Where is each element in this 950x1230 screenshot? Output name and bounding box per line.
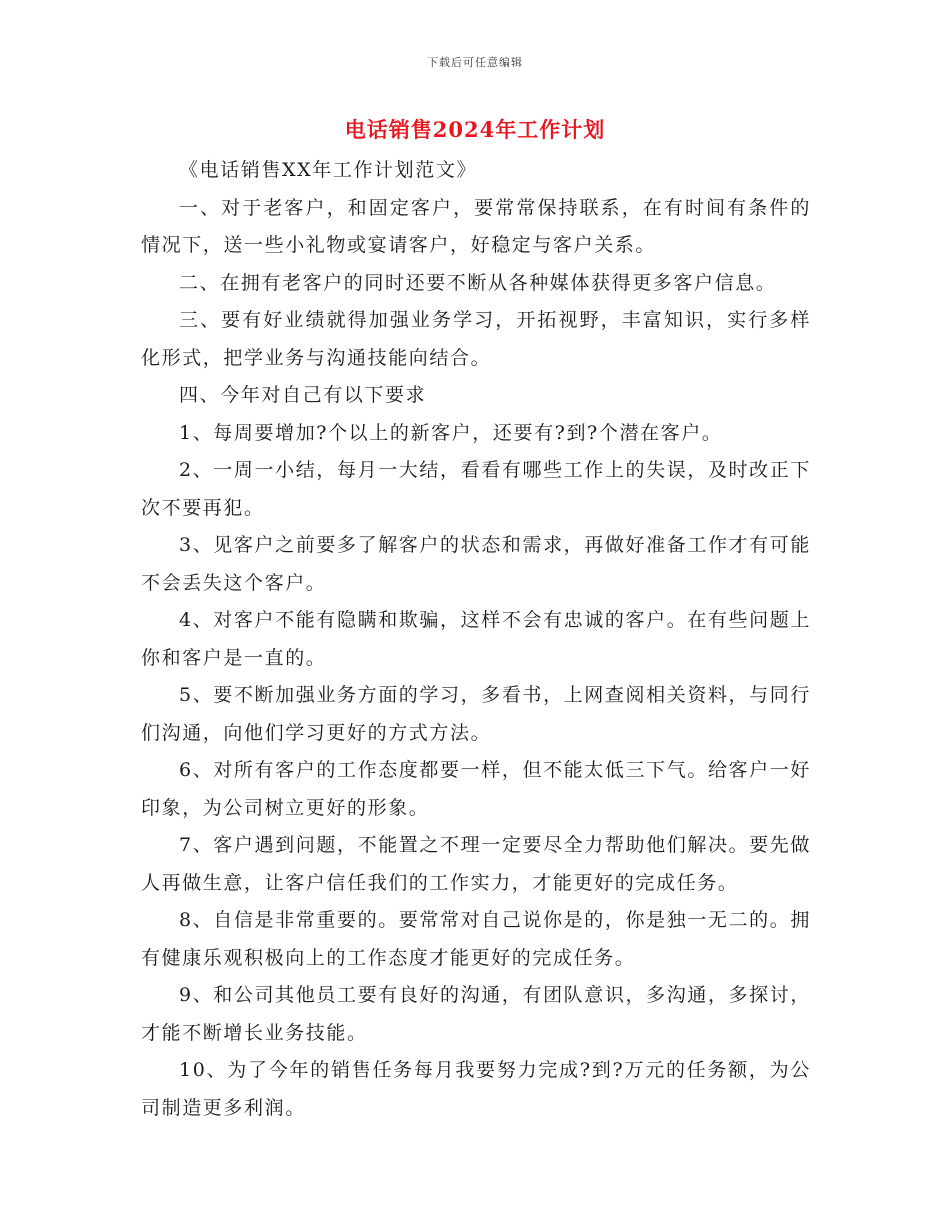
document-title: 电话销售2024年工作计划 [344, 117, 606, 142]
paragraph-item: 2、一周一小结，每月一大结，看看有哪些工作上的失误，及时改正下次不要再犯。 [141, 459, 811, 519]
document-body [141, 152, 811, 1127]
paragraph-item: 5、要不断加强业务方面的学习，多看书，上网查阅相关资料，与同行们沟通，向他们学习更好的方式方法。 [141, 684, 811, 744]
page-header-note: 下载后可任意编辑 [427, 56, 523, 69]
paragraph-item: 4、对客户不能有隐瞒和欺骗，这样不会有忠诚的客户。在有些问题上你和客户是一直的。 [141, 609, 811, 669]
paragraph-item: 三、要有好业绩就得加强业务学习，开拓视野，丰富知识，实行多样化形式，把学业务与沟通技能向结合。 [141, 309, 811, 369]
paragraph-item: 二、在拥有老客户的同时还要不断从各种媒体获得更多客户信息。 [179, 271, 777, 294]
paragraph-item: 10、为了今年的销售任务每月我要努力完成?到?万元的任务额，为公司制造更多利润。 [141, 1059, 811, 1119]
paragraph-item: 1、每周要增加?个以上的新客户，还要有?到?个潜在客户。 [179, 421, 723, 444]
paragraph-item: 9、和公司其他员工要有良好的沟通，有团队意识，多沟通，多探讨，才能不断增长业务技能。 [141, 984, 811, 1044]
paragraph-item: 四、今年对自己有以下要求 [179, 384, 427, 406]
paragraph-item: 6、对所有客户的工作态度都要一样，但不能太低三下气。给客户一好印象，为公司树立更好的形象。 [141, 759, 811, 819]
paragraph-item: 3、见客户之前要多了解客户的状态和需求，再做好准备工作才有可能不会丢失这个客户。 [141, 534, 811, 594]
paragraph-item: 一、对于老客户，和固定客户，要常常保持联系，在有时间有条件的情况下，送一些小礼物或宴请客户，好稳定与客户关系。 [141, 196, 811, 256]
paragraph-subtitle: 《电话销售XX年工作计划范文》 [179, 159, 478, 181]
paragraph-item: 7、客户遇到问题，不能置之不理一定要尽全力帮助他们解决。要先做人再做生意，让客户信任我们的工作实力，才能更好的完成任务。 [141, 834, 811, 894]
paragraph-item: 8、自信是非常重要的。要常常对自己说你是的，你是独一无二的。拥有健康乐观积极向上的工作态度才能更好的完成任务。 [141, 909, 811, 969]
